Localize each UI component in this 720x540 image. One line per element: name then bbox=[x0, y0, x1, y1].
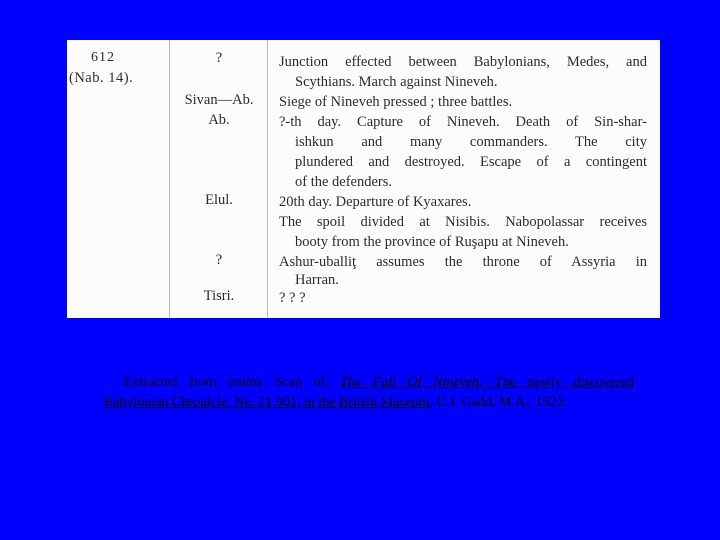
chronicle-line: ishkun and many commanders. The city bbox=[295, 134, 647, 150]
date-cell: Tisri. bbox=[203, 288, 235, 304]
caption-prefix: Extracted from online Scan of, bbox=[124, 375, 329, 390]
date-cell: ? bbox=[215, 252, 223, 268]
column-divider bbox=[169, 40, 170, 318]
caption-title-rest: : The newly discovered bbox=[479, 375, 634, 390]
chronicle-line: Ashur-uballiţ assumes the throne of Assyria in bbox=[279, 254, 647, 270]
date-cell: ? bbox=[215, 50, 223, 66]
chronicle-line: ?-th day. Capture of Nineveh. Death of Sin-shar- bbox=[279, 114, 647, 130]
chronicle-scan-image bbox=[67, 40, 660, 318]
caption-title-italic: The Fall Of Nineveh bbox=[340, 375, 480, 390]
chronicle-line: Harran. bbox=[295, 272, 339, 288]
caption-line-2 bbox=[104, 393, 634, 413]
chronicle-line: of the defenders. bbox=[295, 174, 393, 190]
caption-suffix: , C.J. Gadd, M.A., 1923. bbox=[429, 395, 568, 410]
date-cell: Sivan—Ab. bbox=[184, 92, 254, 108]
caption-line-1 bbox=[104, 373, 634, 393]
date-cell: Elul. bbox=[205, 192, 233, 208]
chronicle-line: Scythians. March against Nineveh. bbox=[295, 74, 498, 90]
source-caption bbox=[104, 373, 634, 413]
chronicle-line: ? ? ? bbox=[279, 290, 306, 306]
year-label: 612 bbox=[91, 50, 115, 65]
chronicle-line: plundered and destroyed. Escape of a contingent bbox=[295, 154, 647, 170]
chronicle-line: Siege of Nineveh pressed ; three battles. bbox=[279, 94, 513, 110]
chronicle-line: 20th day. Departure of Kyaxares. bbox=[279, 194, 472, 210]
column-divider bbox=[267, 40, 268, 318]
nabopolassar-year-label: (Nab. 14). bbox=[69, 70, 134, 86]
chronicle-line: Junction effected between Babylonians, Medes, and bbox=[279, 54, 647, 70]
chronicle-line: The spoil divided at Nisibis. Nabopolassar receives bbox=[279, 214, 647, 230]
caption-title-line2: Babylonian Chronicle, No. 21,901, in the British Museum bbox=[104, 395, 430, 410]
chronicle-line: booty from the province of Ruşapu at Nineveh. bbox=[295, 234, 569, 250]
date-cell: Ab. bbox=[208, 112, 230, 128]
